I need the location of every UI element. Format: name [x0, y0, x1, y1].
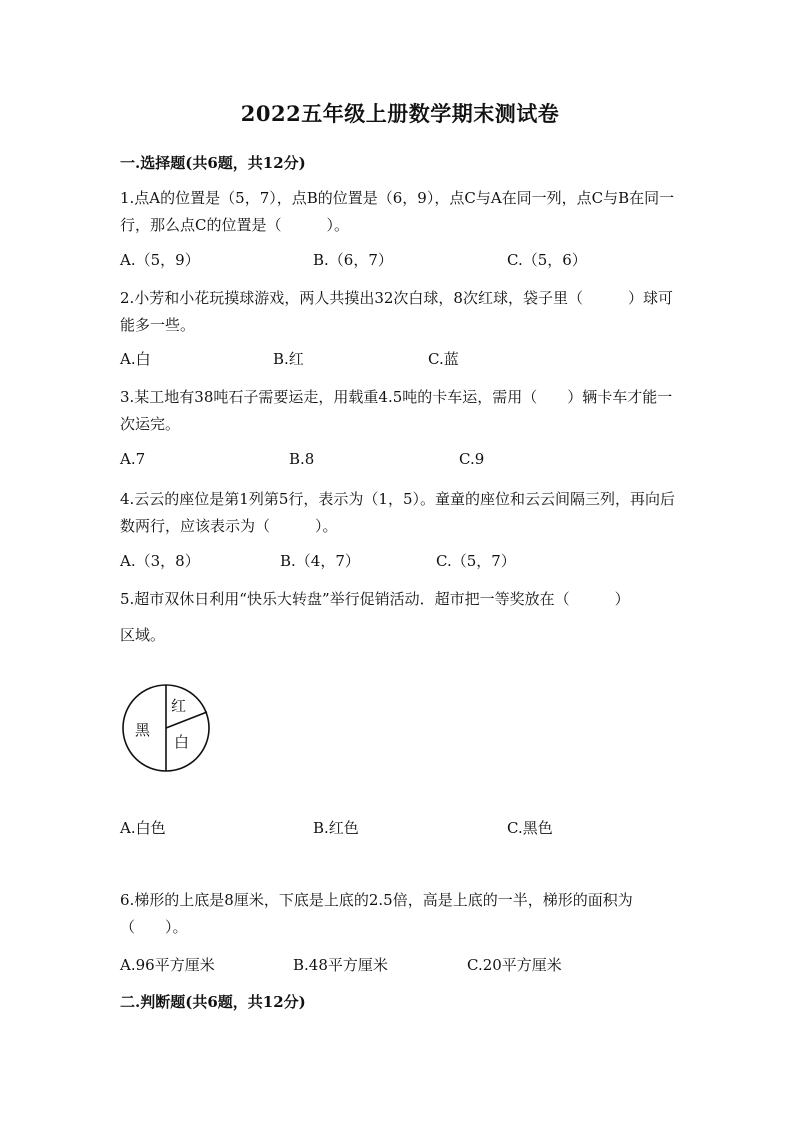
question-2-options: [120, 348, 720, 370]
question-4-options: [120, 550, 720, 572]
option-c[interactable]: C.9: [459, 450, 485, 468]
option-b[interactable]: B.红色: [313, 819, 359, 837]
question-6: 6.梯形的上底是8厘米，下底是上底的2.5倍，高是上底的一半，梯形的面积为（ ）。: [120, 891, 633, 936]
option-c[interactable]: C.黑色: [507, 819, 553, 837]
option-b[interactable]: B.48平方厘米: [293, 956, 388, 974]
wheel-label-black: 黑: [135, 721, 151, 739]
option-b[interactable]: B.（6，7）: [313, 251, 393, 269]
section-heading-choice: 一.选择题(共6题，共12分): [120, 154, 306, 172]
question-2: 2.小芳和小花玩摸球游戏，两人共摸出32次白球，8次红球，袋子里（ ）球可能多一些。: [120, 289, 673, 334]
prize-wheel-diagram: [121, 683, 213, 775]
page-title: 2022五年级上册数学期末测试卷: [240, 101, 560, 126]
option-a[interactable]: A.（5，9）: [120, 251, 200, 269]
question-6-options: [120, 954, 720, 976]
option-c[interactable]: C.（5，7）: [436, 552, 516, 570]
question-1: 1.点A的位置是（5，7），点B的位置是（6，9），点C与A在同一列，点C与B在同一行，那么点C的位置是（ ）。: [120, 189, 675, 234]
option-a[interactable]: A.7: [120, 450, 146, 468]
section-heading-true-false: 二.判断题(共6题，共12分): [120, 993, 306, 1011]
option-a[interactable]: A.白色: [120, 819, 166, 837]
option-c[interactable]: C.（5，6）: [507, 251, 587, 269]
option-b[interactable]: B.（4，7）: [280, 552, 360, 570]
question-5-options: [120, 817, 720, 839]
option-a[interactable]: A.96平方厘米: [120, 956, 215, 974]
wheel-label-white: 白: [174, 733, 190, 751]
question-3: 3.某工地有38吨石子需要运走，用载重4.5吨的卡车运，需用（ ）辆卡车才能一次运完。: [120, 388, 673, 433]
option-c[interactable]: C.20平方厘米: [467, 956, 562, 974]
question-3-options: [120, 450, 720, 472]
question-1-options: [120, 249, 720, 271]
option-b[interactable]: B.红: [273, 350, 304, 368]
option-c[interactable]: C.蓝: [428, 350, 459, 368]
option-b[interactable]: B.8: [289, 450, 315, 468]
wheel-label-red: 红: [171, 697, 187, 715]
option-a[interactable]: A.白: [120, 350, 151, 368]
question-4: 4.云云的座位是第1列第5行，表示为（1，5）。童童的座位和云云间隔三列，再向后数两行，应该表示为（ ）。: [120, 490, 675, 535]
question-5-line-2: 区域。: [120, 626, 166, 644]
option-a[interactable]: A.（3，8）: [120, 552, 200, 570]
question-5-line-1: 5.超市双休日利用“快乐大转盘”举行促销活动．超市把一等奖放在（ ）: [120, 590, 630, 608]
